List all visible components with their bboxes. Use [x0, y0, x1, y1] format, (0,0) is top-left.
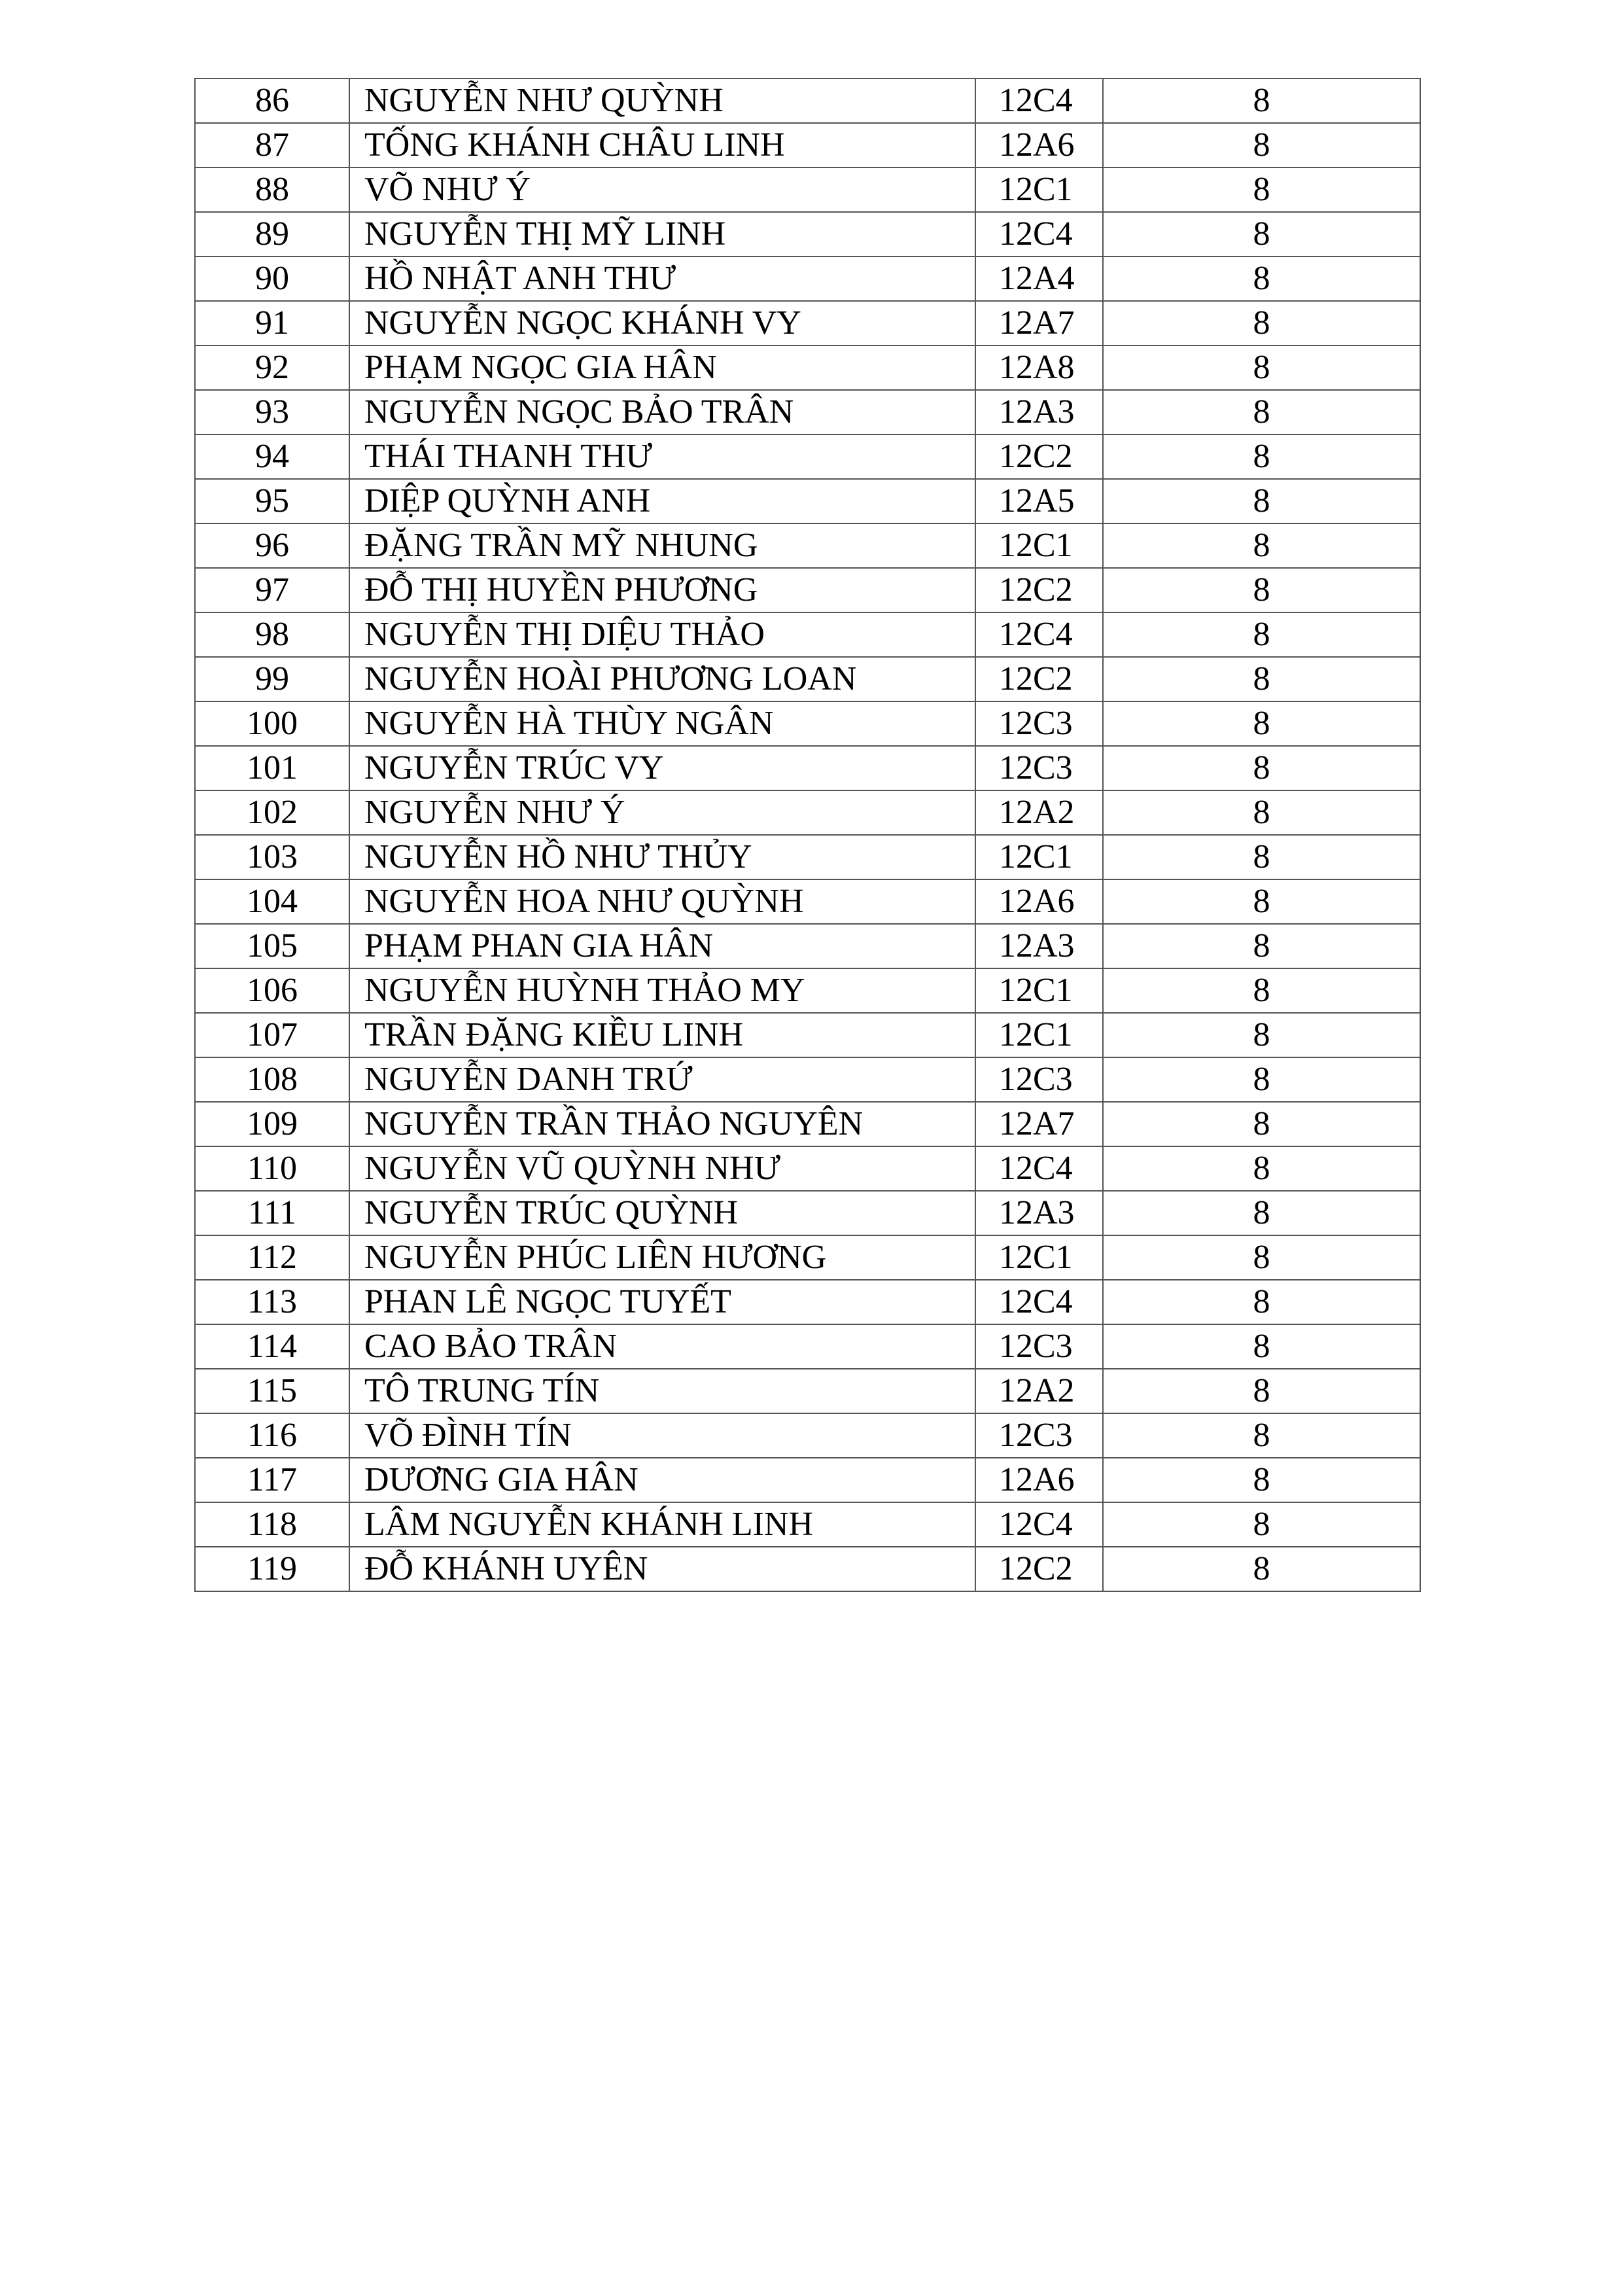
score-cell: 8 — [1103, 168, 1420, 212]
score-cell: 8 — [1103, 657, 1420, 701]
table-row — [195, 345, 1420, 390]
table-row — [195, 835, 1420, 879]
class-cell: 12C1 — [975, 968, 1103, 1013]
score-cell: 8 — [1103, 701, 1420, 746]
table-row — [195, 390, 1420, 434]
table-row — [195, 1280, 1420, 1324]
row-number-cell: 117 — [195, 1458, 349, 1502]
class-cell: 12C1 — [975, 1235, 1103, 1280]
student-name-cell: ĐỖ KHÁNH UYÊN — [349, 1547, 975, 1591]
student-name-cell: TỐNG KHÁNH CHÂU LINH — [349, 123, 975, 168]
student-name-cell: TÔ TRUNG TÍN — [349, 1369, 975, 1413]
row-number-cell: 105 — [195, 924, 349, 968]
row-number-cell: 116 — [195, 1413, 349, 1458]
score-cell: 8 — [1103, 123, 1420, 168]
score-cell: 8 — [1103, 1146, 1420, 1191]
table-row — [195, 434, 1420, 479]
table-row — [195, 479, 1420, 523]
student-name-cell: PHẠM NGỌC GIA HÂN — [349, 345, 975, 390]
class-cell: 12C3 — [975, 1413, 1103, 1458]
table-row — [195, 701, 1420, 746]
table-row — [195, 879, 1420, 924]
row-number-cell: 90 — [195, 256, 349, 301]
row-number-cell: 115 — [195, 1369, 349, 1413]
score-cell: 8 — [1103, 1235, 1420, 1280]
table-row — [195, 1369, 1420, 1413]
row-number-cell: 100 — [195, 701, 349, 746]
score-cell: 8 — [1103, 434, 1420, 479]
class-cell: 12C4 — [975, 1502, 1103, 1547]
class-cell: 12A3 — [975, 390, 1103, 434]
row-number-cell: 89 — [195, 212, 349, 256]
table-row — [195, 612, 1420, 657]
student-name-cell: NGUYỄN PHÚC LIÊN HƯƠNG — [349, 1235, 975, 1280]
table-row — [195, 1324, 1420, 1369]
table-row — [195, 1057, 1420, 1102]
class-cell: 12C2 — [975, 1547, 1103, 1591]
row-number-cell: 114 — [195, 1324, 349, 1369]
table-row — [195, 790, 1420, 835]
row-number-cell: 101 — [195, 746, 349, 790]
class-cell: 12A7 — [975, 1102, 1103, 1146]
score-cell: 8 — [1103, 1324, 1420, 1369]
student-name-cell: TRẦN ĐẶNG KIỀU LINH — [349, 1013, 975, 1057]
student-name-cell: DƯƠNG GIA HÂN — [349, 1458, 975, 1502]
class-cell: 12C1 — [975, 168, 1103, 212]
class-cell: 12C4 — [975, 79, 1103, 123]
score-cell: 8 — [1103, 1413, 1420, 1458]
row-number-cell: 94 — [195, 434, 349, 479]
student-name-cell: VÕ ĐÌNH TÍN — [349, 1413, 975, 1458]
student-name-cell: NGUYỄN HOA NHƯ QUỲNH — [349, 879, 975, 924]
row-number-cell: 113 — [195, 1280, 349, 1324]
class-cell: 12C4 — [975, 1280, 1103, 1324]
score-cell: 8 — [1103, 523, 1420, 568]
class-cell: 12A2 — [975, 790, 1103, 835]
score-cell: 8 — [1103, 1057, 1420, 1102]
score-cell: 8 — [1103, 1502, 1420, 1547]
table-row — [195, 1102, 1420, 1146]
score-cell: 8 — [1103, 79, 1420, 123]
row-number-cell: 112 — [195, 1235, 349, 1280]
table-row — [195, 746, 1420, 790]
student-name-cell: NGUYỄN NHƯ QUỲNH — [349, 79, 975, 123]
score-cell: 8 — [1103, 1547, 1420, 1591]
class-cell: 12C3 — [975, 746, 1103, 790]
row-number-cell: 106 — [195, 968, 349, 1013]
student-name-cell: NGUYỄN HỒ NHƯ THỦY — [349, 835, 975, 879]
row-number-cell: 88 — [195, 168, 349, 212]
row-number-cell: 96 — [195, 523, 349, 568]
table-row — [195, 1547, 1420, 1591]
class-cell: 12C1 — [975, 1013, 1103, 1057]
table-row — [195, 1191, 1420, 1235]
class-cell: 12C2 — [975, 657, 1103, 701]
student-name-cell: NGUYỄN THỊ MỸ LINH — [349, 212, 975, 256]
row-number-cell: 93 — [195, 390, 349, 434]
score-cell: 8 — [1103, 1369, 1420, 1413]
table-row — [195, 523, 1420, 568]
student-name-cell: NGUYỄN HÀ THÙY NGÂN — [349, 701, 975, 746]
score-cell: 8 — [1103, 390, 1420, 434]
table-row — [195, 79, 1420, 123]
class-cell: 12C1 — [975, 523, 1103, 568]
student-name-cell: ĐỖ THỊ HUYỀN PHƯƠNG — [349, 568, 975, 612]
row-number-cell: 97 — [195, 568, 349, 612]
class-cell: 12C3 — [975, 1324, 1103, 1369]
student-name-cell: NGUYỄN HUỲNH THẢO MY — [349, 968, 975, 1013]
row-number-cell: 118 — [195, 1502, 349, 1547]
score-cell: 8 — [1103, 1280, 1420, 1324]
score-cell: 8 — [1103, 301, 1420, 345]
class-cell: 12A3 — [975, 1191, 1103, 1235]
student-score-table — [194, 78, 1421, 1592]
row-number-cell: 98 — [195, 612, 349, 657]
table-row — [195, 1146, 1420, 1191]
student-name-cell: PHẠM PHAN GIA HÂN — [349, 924, 975, 968]
table-row — [195, 1235, 1420, 1280]
student-name-cell: LÂM NGUYỄN KHÁNH LINH — [349, 1502, 975, 1547]
class-cell: 12C3 — [975, 1057, 1103, 1102]
table-row — [195, 1502, 1420, 1547]
student-name-cell: NGUYỄN NGỌC KHÁNH VY — [349, 301, 975, 345]
row-number-cell: 104 — [195, 879, 349, 924]
class-cell: 12A4 — [975, 256, 1103, 301]
table-row — [195, 1413, 1420, 1458]
score-cell: 8 — [1103, 1458, 1420, 1502]
table-row — [195, 1458, 1420, 1502]
student-name-cell: HỒ NHẬT ANH THƯ — [349, 256, 975, 301]
student-name-cell: NGUYỄN VŨ QUỲNH NHƯ — [349, 1146, 975, 1191]
score-cell: 8 — [1103, 1013, 1420, 1057]
student-name-cell: NGUYỄN NGỌC BẢO TRÂN — [349, 390, 975, 434]
row-number-cell: 119 — [195, 1547, 349, 1591]
score-cell: 8 — [1103, 212, 1420, 256]
row-number-cell: 110 — [195, 1146, 349, 1191]
student-name-cell: ĐẶNG TRẦN MỸ NHUNG — [349, 523, 975, 568]
class-cell: 12C2 — [975, 434, 1103, 479]
student-name-cell: NGUYỄN TRẦN THẢO NGUYÊN — [349, 1102, 975, 1146]
class-cell: 12C1 — [975, 835, 1103, 879]
student-name-cell: NGUYỄN THỊ DIỆU THẢO — [349, 612, 975, 657]
score-cell: 8 — [1103, 1191, 1420, 1235]
class-cell: 12A6 — [975, 1458, 1103, 1502]
table-row — [195, 924, 1420, 968]
student-name-cell: PHAN LÊ NGỌC TUYẾT — [349, 1280, 975, 1324]
score-cell: 8 — [1103, 746, 1420, 790]
score-cell: 8 — [1103, 568, 1420, 612]
score-cell: 8 — [1103, 968, 1420, 1013]
row-number-cell: 103 — [195, 835, 349, 879]
student-name-cell: CAO BẢO TRÂN — [349, 1324, 975, 1369]
student-name-cell: NGUYỄN TRÚC QUỲNH — [349, 1191, 975, 1235]
score-cell: 8 — [1103, 790, 1420, 835]
class-cell: 12C3 — [975, 701, 1103, 746]
class-cell: 12A8 — [975, 345, 1103, 390]
row-number-cell: 108 — [195, 1057, 349, 1102]
score-cell: 8 — [1103, 835, 1420, 879]
row-number-cell: 95 — [195, 479, 349, 523]
table-body — [195, 79, 1420, 1591]
table-row — [195, 123, 1420, 168]
class-cell: 12A2 — [975, 1369, 1103, 1413]
class-cell: 12A7 — [975, 301, 1103, 345]
class-cell: 12A6 — [975, 879, 1103, 924]
table-row — [195, 301, 1420, 345]
row-number-cell: 107 — [195, 1013, 349, 1057]
table-row — [195, 657, 1420, 701]
row-number-cell: 92 — [195, 345, 349, 390]
table-row — [195, 968, 1420, 1013]
student-name-cell: DIỆP QUỲNH ANH — [349, 479, 975, 523]
score-cell: 8 — [1103, 479, 1420, 523]
class-cell: 12A3 — [975, 924, 1103, 968]
class-cell: 12C4 — [975, 612, 1103, 657]
row-number-cell: 86 — [195, 79, 349, 123]
table-row — [195, 256, 1420, 301]
student-name-cell: NGUYỄN DANH TRỨ — [349, 1057, 975, 1102]
row-number-cell: 109 — [195, 1102, 349, 1146]
class-cell: 12C2 — [975, 568, 1103, 612]
row-number-cell: 102 — [195, 790, 349, 835]
student-name-cell: NGUYỄN HOÀI PHƯƠNG LOAN — [349, 657, 975, 701]
class-cell: 12C4 — [975, 1146, 1103, 1191]
table-row — [195, 568, 1420, 612]
class-cell: 12C4 — [975, 212, 1103, 256]
student-name-cell: THÁI THANH THƯ — [349, 434, 975, 479]
row-number-cell: 111 — [195, 1191, 349, 1235]
table-row — [195, 168, 1420, 212]
student-name-cell: VÕ NHƯ Ý — [349, 168, 975, 212]
score-cell: 8 — [1103, 345, 1420, 390]
student-name-cell: NGUYỄN NHƯ Ý — [349, 790, 975, 835]
score-cell: 8 — [1103, 1102, 1420, 1146]
row-number-cell: 87 — [195, 123, 349, 168]
score-cell: 8 — [1103, 924, 1420, 968]
student-name-cell: NGUYỄN TRÚC VY — [349, 746, 975, 790]
score-cell: 8 — [1103, 256, 1420, 301]
row-number-cell: 91 — [195, 301, 349, 345]
row-number-cell: 99 — [195, 657, 349, 701]
score-cell: 8 — [1103, 879, 1420, 924]
table-row — [195, 212, 1420, 256]
class-cell: 12A5 — [975, 479, 1103, 523]
table-row — [195, 1013, 1420, 1057]
class-cell: 12A6 — [975, 123, 1103, 168]
score-cell: 8 — [1103, 612, 1420, 657]
